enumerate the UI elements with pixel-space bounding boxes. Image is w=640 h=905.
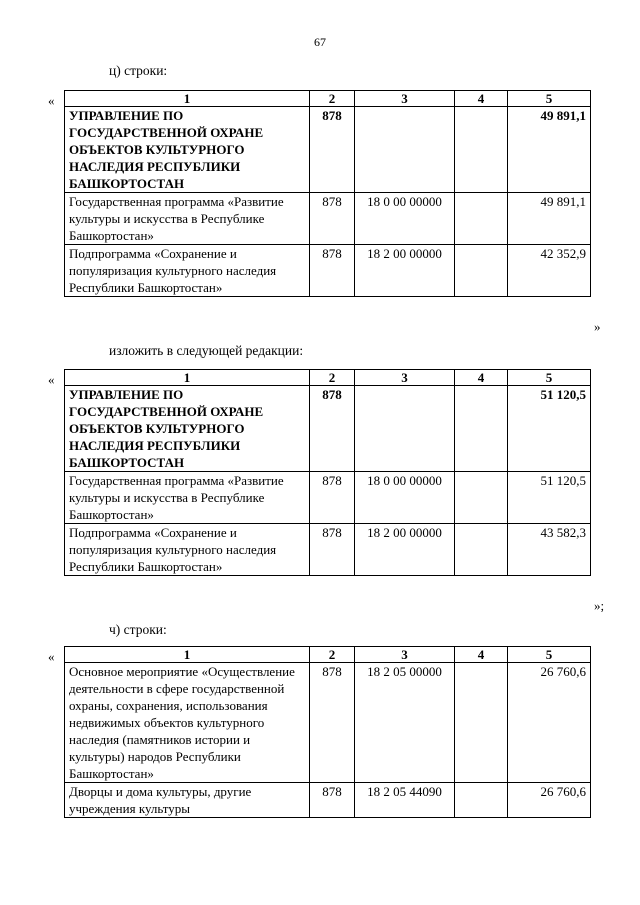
row-target: 18 2 00 00000 [355,524,455,576]
row-name: УПРАВЛЕНИЕ ПО ГОСУДАРСТВЕННОЙ ОХРАНЕ ОБЪЕКТОВ КУЛЬТУРНОГО НАСЛЕДИЯ РЕСПУБЛИКИ БАШКОРТОСТАН [65,107,310,193]
row-code: 878 [310,524,355,576]
row-type [455,472,508,524]
row-amount: 43 582,3 [508,524,591,576]
row-name: Подпрограмма «Сохранение и популяризация культурного наследия Республики Башкортостан» [65,245,310,297]
header-col-4: 4 [455,91,508,107]
row-code: 878 [310,386,355,472]
row-name: Подпрограмма «Сохранение и популяризация культурного наследия Республики Башкортостан» [65,524,310,576]
header-col-5: 5 [508,91,591,107]
header-col-1: 1 [65,647,310,663]
row-amount: 49 891,1 [508,107,591,193]
row-type [455,783,508,818]
header-col-2: 2 [310,647,355,663]
row-amount: 42 352,9 [508,245,591,297]
section-ch-intro: ч) строки: [109,622,167,637]
header-col-3: 3 [355,647,455,663]
row-name: УПРАВЛЕНИЕ ПО ГОСУДАРСТВЕННОЙ ОХРАНЕ ОБЪЕКТОВ КУЛЬТУРНОГО НАСЛЕДИЯ РЕСПУБЛИКИ БАШКОРТОСТАН [65,386,310,472]
table-row [65,193,591,245]
row-name: Основное мероприятие «Осуществление деятельности в сфере государственной охраны, сохранения, использования недвижимых объектов культурного наследия (памятников истории и культуры) народов Республики Башкортостан» [65,663,310,783]
row-type [455,386,508,472]
row-code: 878 [310,472,355,524]
table-header-row [65,647,591,663]
quote-close-new: »; [594,598,605,613]
row-name: Государственная программа «Развитие культуры и искусства в Республике Башкортостан» [65,472,310,524]
header-col-1: 1 [65,91,310,107]
row-target: 18 2 05 00000 [355,663,455,783]
header-col-2: 2 [310,370,355,386]
section-ts-intro: ц) строки: [109,63,168,78]
row-name: Государственная программа «Развитие культуры и искусства в Республике Башкортостан» [65,193,310,245]
quote-open-new: « [48,372,55,387]
quote-close-ts: » [594,319,601,334]
row-name: Дворцы и дома культуры, другие учреждения культуры [65,783,310,818]
row-amount: 26 760,6 [508,783,591,818]
row-code: 878 [310,663,355,783]
header-col-3: 3 [355,370,455,386]
table-row [65,783,591,818]
table-section-new [64,369,591,576]
table-row [65,524,591,576]
row-code: 878 [310,783,355,818]
header-col-4: 4 [455,647,508,663]
row-type [455,245,508,297]
table-section-ch [64,646,591,818]
row-type [455,193,508,245]
header-col-5: 5 [508,647,591,663]
row-target: 18 0 00 00000 [355,193,455,245]
row-amount: 51 120,5 [508,472,591,524]
table-section-ts [64,90,591,297]
header-col-3: 3 [355,91,455,107]
header-col-4: 4 [455,370,508,386]
table-row [65,245,591,297]
row-target: 18 2 05 44090 [355,783,455,818]
header-col-5: 5 [508,370,591,386]
row-target: 18 2 00 00000 [355,245,455,297]
row-target [355,386,455,472]
header-col-2: 2 [310,91,355,107]
table-header-row [65,370,591,386]
row-amount: 26 760,6 [508,663,591,783]
row-code: 878 [310,245,355,297]
quote-open-ch: « [48,649,55,664]
row-type [455,663,508,783]
row-target: 18 0 00 00000 [355,472,455,524]
table-row [65,663,591,783]
table-row [65,386,591,472]
quote-open-ts: « [48,93,55,108]
section-new-intro: изложить в следующей редакции: [109,343,304,358]
row-code: 878 [310,107,355,193]
row-amount: 49 891,1 [508,193,591,245]
row-type [455,107,508,193]
table-row [65,472,591,524]
row-amount: 51 120,5 [508,386,591,472]
row-type [455,524,508,576]
table-row [65,107,591,193]
row-code: 878 [310,193,355,245]
table-header-row [65,91,591,107]
row-target [355,107,455,193]
page-number: 67 [314,35,326,49]
header-col-1: 1 [65,370,310,386]
